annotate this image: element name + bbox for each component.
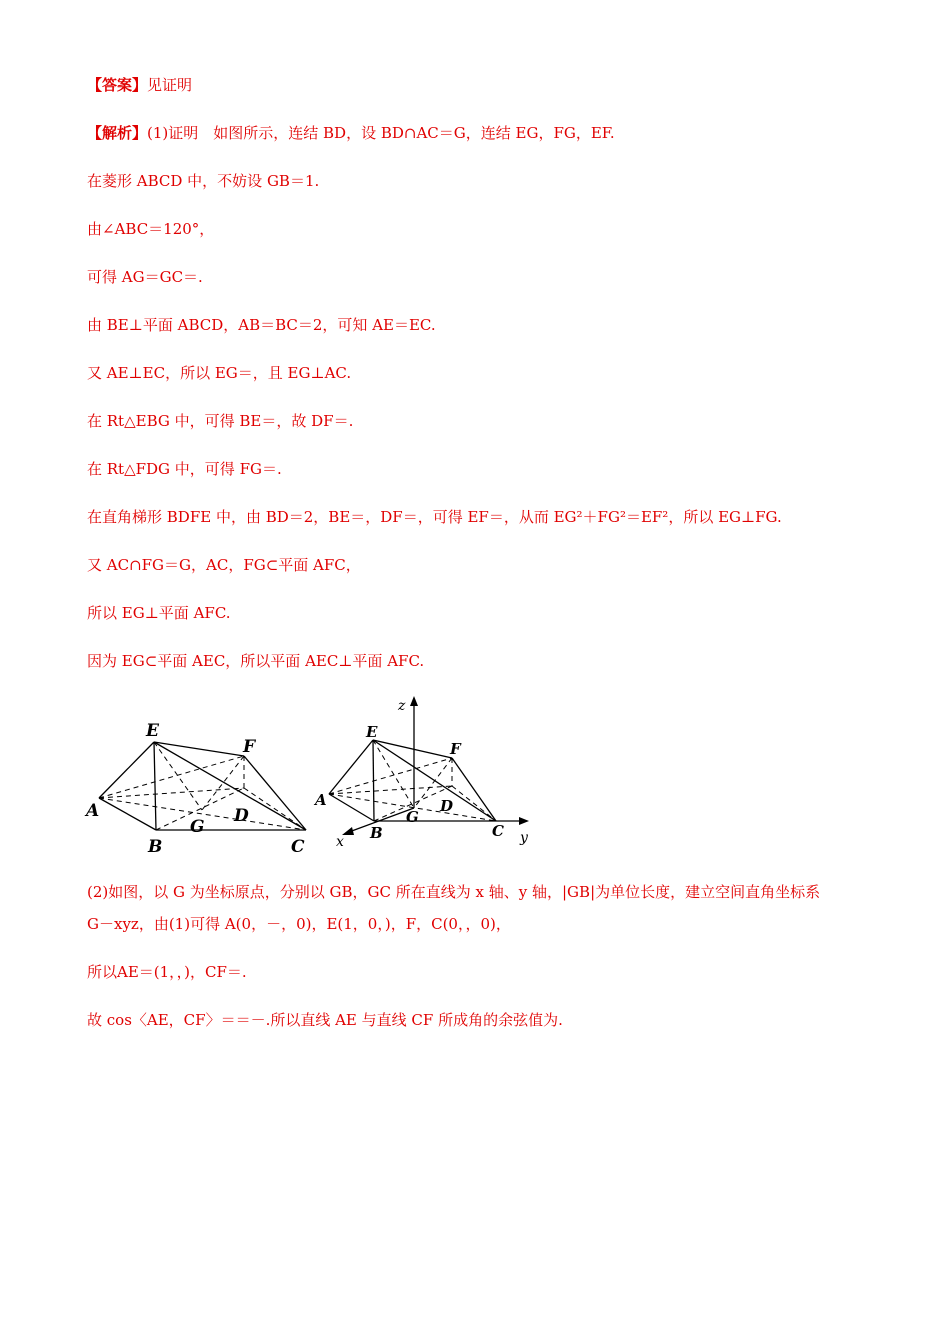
proof-line-9: 又 AC∩FG＝G，AC，FG⊂平面 AFC，	[87, 556, 361, 574]
left-label-G: G	[190, 817, 205, 837]
right-label-B: B	[370, 824, 383, 842]
analysis-text: (1)证明 如图所示，连结 BD，设 BD∩AC＝G，连结 EG，FG，EF.	[147, 124, 615, 142]
proof-line-11: 因为 EG⊂平面 AEC，所以平面 AEC⊥平面 AFC.	[87, 652, 425, 670]
answer-prefix: 【答案】	[87, 76, 148, 94]
right-label-G: G	[406, 808, 419, 826]
proof-line-3: 可得 AG＝GC＝.	[87, 268, 203, 286]
left-label-D: D	[234, 806, 249, 826]
part2-line-3: 所以AE＝(1，，)，CF＝.	[87, 963, 247, 981]
right-label-D: D	[440, 797, 454, 815]
axis-label-x: x	[336, 834, 344, 850]
proof-line-1: 在菱形 ABCD 中，不妨设 GB＝1.	[87, 172, 320, 190]
geometry-figure	[84, 690, 554, 860]
right-label-E: E	[366, 723, 378, 741]
part2-line-1: (2)如图，以 G 为坐标原点，分别以 GB，GC 所在直线为 x 轴、y 轴，|GB|为单位长度，建立空间直角坐标系	[87, 883, 821, 901]
part2-line-4: 故 cos〈AE，CF〉＝＝－.所以直线 AE 与直线 CF 所成角的余弦值为.	[87, 1011, 563, 1029]
proof-line-6: 在 Rt△EBG 中，可得 BE＝，故 DF＝.	[87, 412, 354, 430]
left-label-A: A	[86, 801, 100, 821]
left-label-F: F	[243, 737, 256, 757]
right-label-A: A	[315, 791, 327, 809]
analysis-line	[87, 123, 615, 143]
part2-line-2: G－xyz，由(1)可得 A(0，－，0)，E(1，0，)，F，C(0，，0)，	[87, 915, 511, 933]
proof-line-2: 由∠ABC＝120°，	[87, 220, 215, 238]
right-label-C: C	[492, 822, 504, 840]
axis-label-y: y	[520, 830, 528, 846]
proof-line-5: 又 AE⊥EC，所以 EG＝，且 EG⊥AC.	[87, 364, 352, 382]
axis-label-z: z	[398, 698, 406, 714]
left-label-B: B	[148, 837, 163, 857]
analysis-prefix: 【解析】	[87, 124, 148, 142]
right-label-F: F	[450, 740, 461, 758]
proof-line-4: 由 BE⊥平面 ABCD，AB＝BC＝2，可知 AE＝EC.	[87, 316, 436, 334]
proof-line-8: 在直角梯形 BDFE 中，由 BD＝2，BE＝，DF＝，可得 EF＝，从而 EG²＋FG²＝EF²，所以 EG⊥FG.	[87, 508, 782, 526]
answer-line	[87, 75, 192, 95]
left-label-C: C	[291, 837, 305, 857]
geometry-figure-svg	[84, 690, 554, 860]
left-label-E: E	[146, 721, 159, 741]
proof-line-7: 在 Rt△FDG 中，可得 FG＝.	[87, 460, 282, 478]
proof-line-10: 所以 EG⊥平面 AFC.	[87, 604, 231, 622]
answer-text: 见证明	[147, 76, 193, 94]
